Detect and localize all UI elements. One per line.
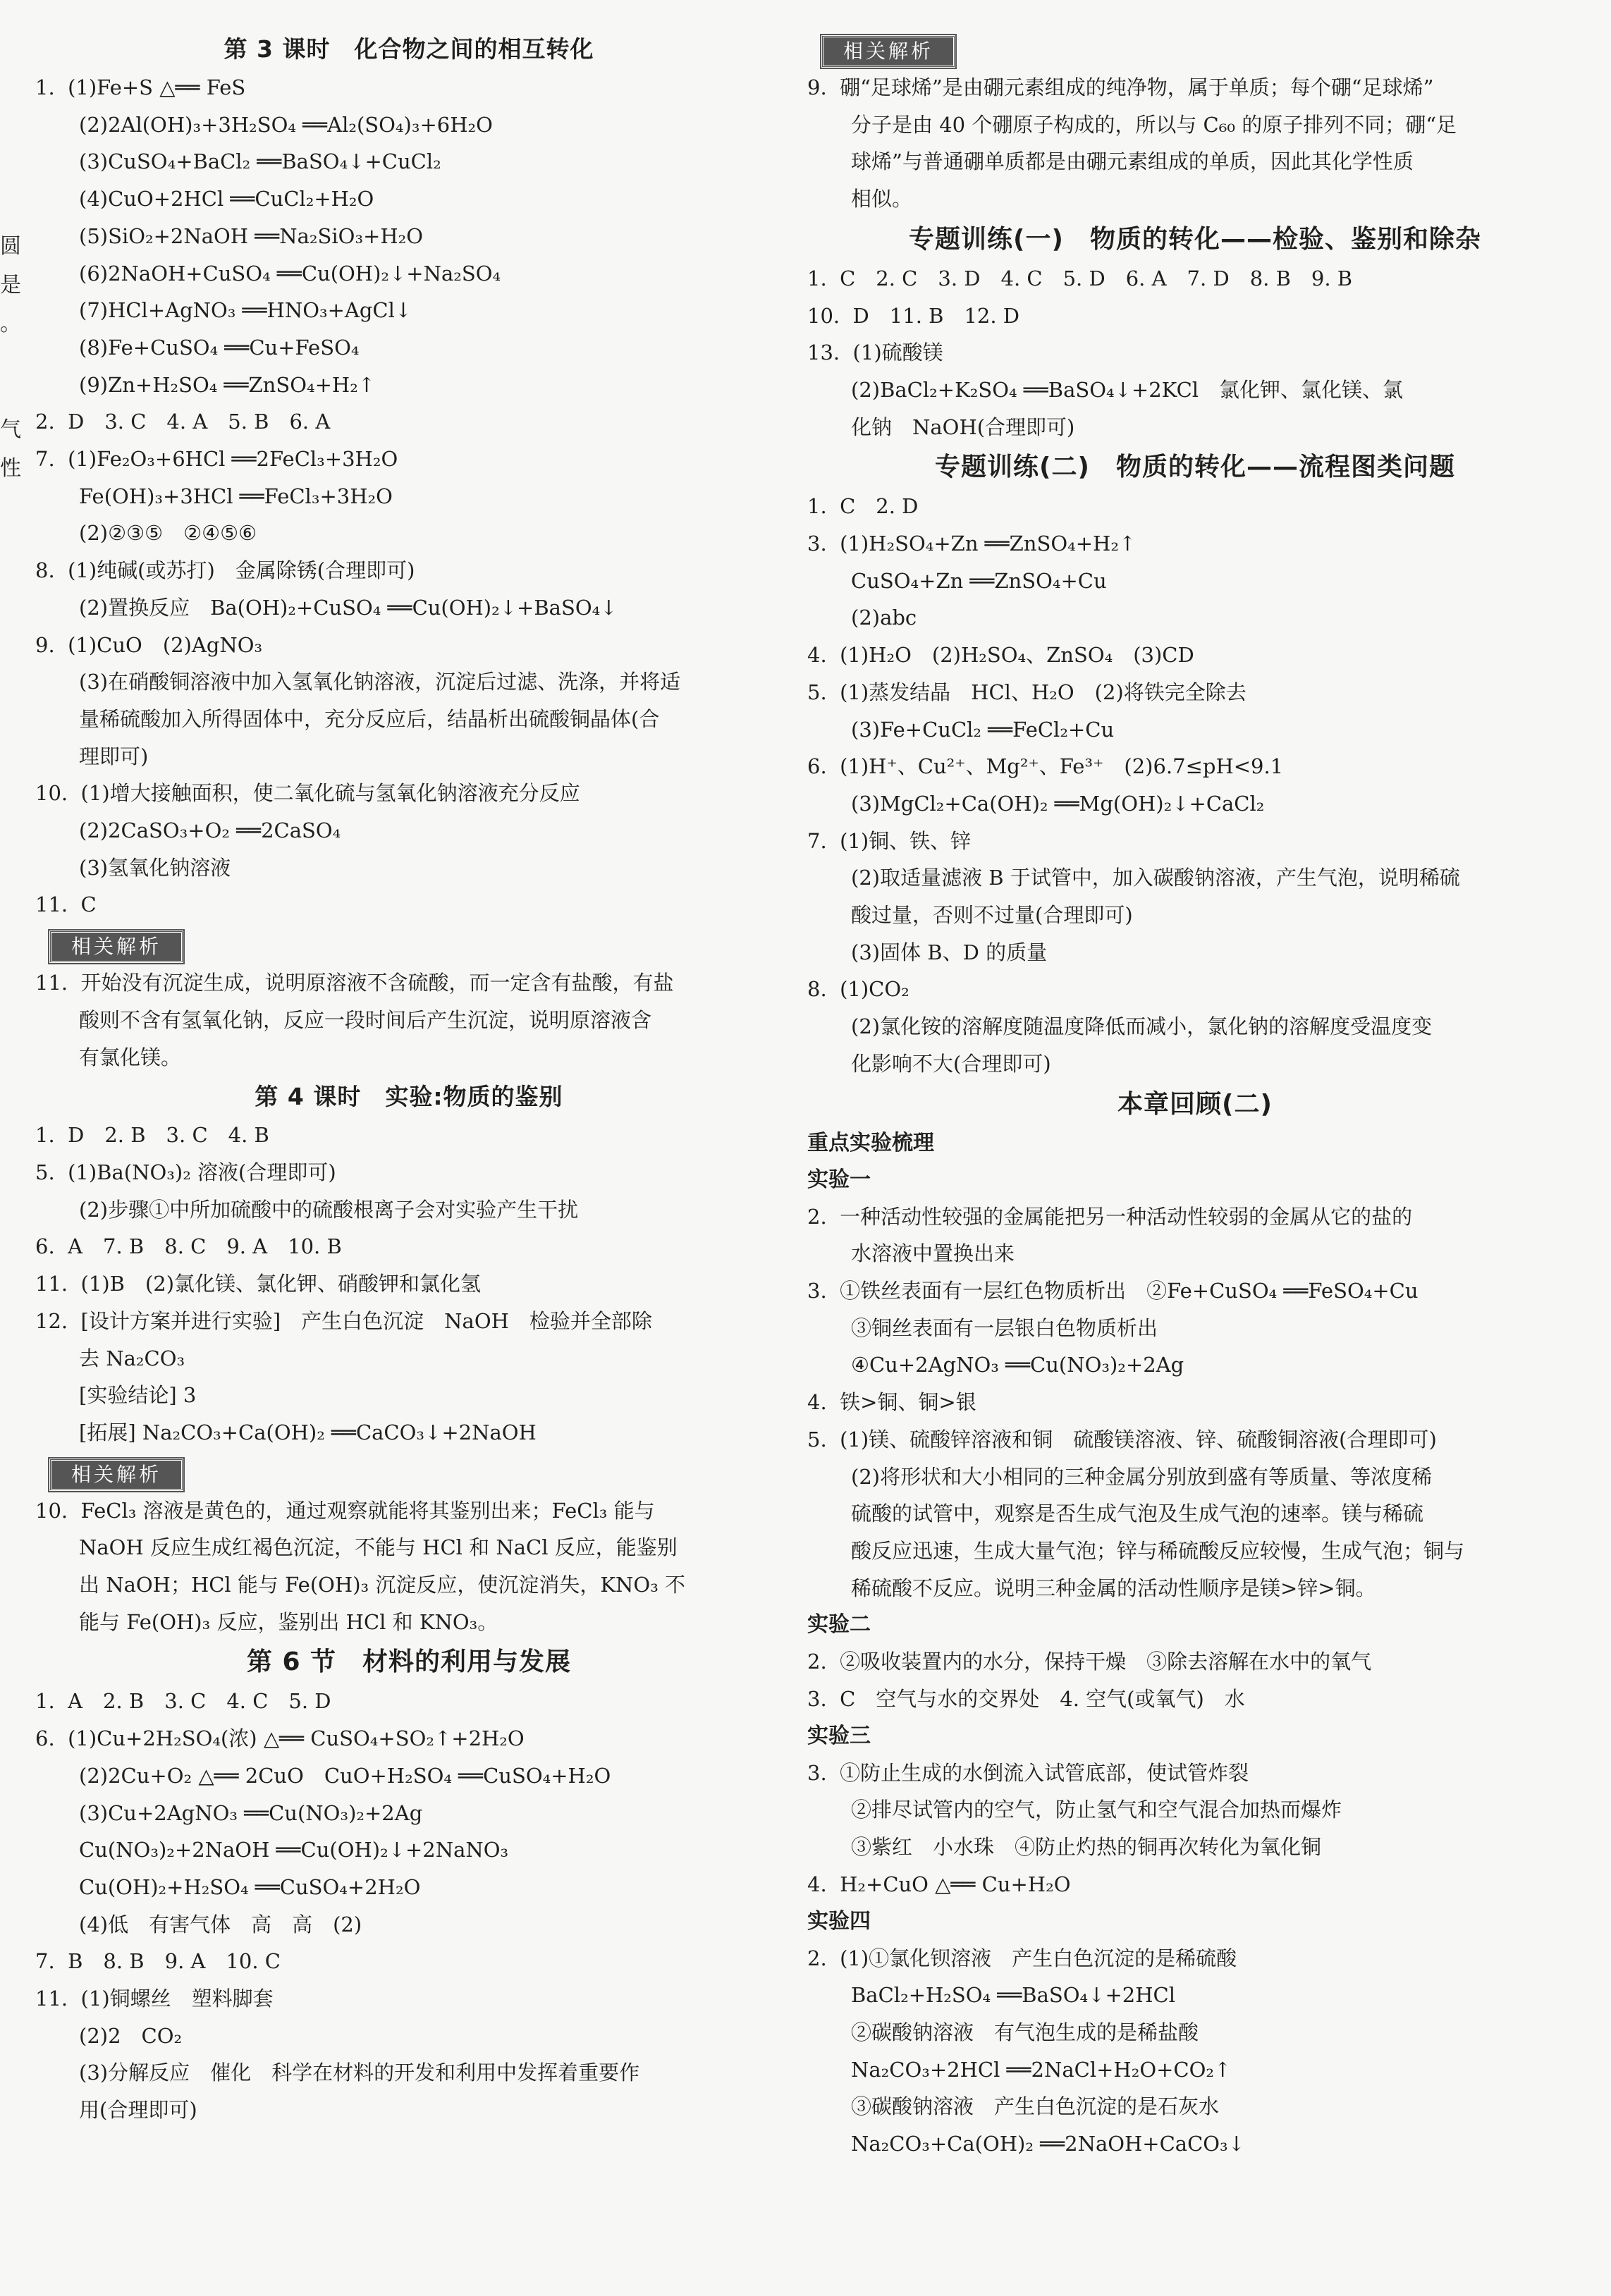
answer-line: (2)BaCl₂+K₂SO₄ ══BaSO₄↓+2KCl 氯化钾、氯化镁、氯: [851, 377, 1404, 402]
answer-line: CuSO₄+Zn ══ZnSO₄+Cu: [851, 568, 1107, 593]
answer-line: 相似。: [851, 187, 913, 211]
answer-line: (8)Fe+CuSO₄ ══Cu+FeSO₄: [79, 335, 360, 360]
answer-line: 4. 铁>铜、铜>银: [807, 1390, 976, 1415]
answer-line: 8. (1)纯碱(或苏打) 金属除锈(合理即可): [35, 558, 415, 583]
answer-line: 7. B 8. B 9. A 10. C: [35, 1949, 281, 1974]
answer-line: (9)Zn+H₂SO₄ ══ZnSO₄+H₂↑: [79, 372, 376, 397]
subsection-heading: 实验二: [807, 1612, 871, 1638]
answer-line: 7. (1)铜、铁、锌: [807, 828, 972, 853]
answer-line: 11. 开始没有沉淀生成，说明原溶液不含硫酸，而一定含有盐酸，有盐: [35, 971, 674, 995]
answer-line: 分子是由 40 个硼原子构成的，所以与 C₆₀ 的原子排列不同；硼“足: [851, 112, 1457, 137]
answer-line: 理即可): [79, 744, 149, 768]
answer-line: 10. FeCl₃ 溶液是黄色的，通过观察就能将其鉴别出来；FeCl₃ 能与: [35, 1498, 655, 1523]
answer-line: 5. (1)Ba(NO₃)₂ 溶液(合理即可): [35, 1160, 336, 1184]
section-heading: 第 3 课时 化合物之间的相互转化: [223, 35, 594, 63]
answer-line: ③碳酸钠溶液 产生白色沉淀的是石灰水: [851, 2094, 1220, 2119]
answer-line: 稀硫酸不反应。说明三种金属的活动性顺序是镁>锌>铜。: [851, 1576, 1376, 1600]
analysis-tag-row: [807, 28, 1583, 69]
answer-line: 酸过量，否则不过量(合理即可): [851, 903, 1133, 928]
answer-line: ③铜丝表面有一层银白色物质析出: [851, 1315, 1158, 1340]
answer-line: ③紫红 小水珠 ④防止灼热的铜再次转化为氧化铜: [851, 1835, 1322, 1860]
answer-line: (4)低 有害气体 高 高 (2): [79, 1912, 362, 1936]
answer-line: 能与 Fe(OH)₃ 反应，鉴别出 HCl 和 KNO₃。: [79, 1609, 498, 1634]
answer-line: (2)将形状和大小相同的三种金属分别放到盛有等质量、等浓度稀: [851, 1464, 1433, 1489]
answer-line: 硫酸的试管中，观察是否生成气泡及生成气泡的速率。镁与稀硫: [851, 1502, 1424, 1526]
answer-line: (2)2Cu+O₂ △══ 2CuO CuO+H₂SO₄ ══CuSO₄+H₂O: [79, 1763, 611, 1788]
section-heading: 第 4 课时 实验:物质的鉴别: [255, 1083, 563, 1111]
answer-line: 球烯”与普通硼单质都是由硼元素组成的单质，因此其化学性质: [851, 149, 1414, 174]
answer-line: 4. H₂+CuO △══ Cu+H₂O: [807, 1872, 1071, 1896]
answer-line: Na₂CO₃+2HCl ══2NaCl+H₂O+CO₂↑: [851, 2057, 1232, 2082]
answer-line: ④Cu+2AgNO₃ ══Cu(NO₃)₂+2Ag: [851, 1353, 1184, 1377]
answer-line: 酸则不含有氢氧化钠，反应一段时间后产生沉淀，说明原溶液含: [79, 1007, 652, 1032]
answer-line: 7. (1)Fe₂O₃+6HCl ══2FeCl₃+3H₂O: [35, 447, 398, 472]
answer-line: ②碳酸钠溶液 有气泡生成的是稀盐酸: [851, 2020, 1199, 2044]
answer-line: 3. ①防止生成的水倒流入试管底部，使试管炸裂: [807, 1760, 1249, 1785]
answer-line: 9. (1)CuO (2)AgNO₃: [35, 632, 263, 657]
answer-line: 10. (1)增大接触面积，使二氧化硫与氢氧化钠溶液充分反应: [35, 781, 580, 806]
answer-line: Na₂CO₃+Ca(OH)₂ ══2NaOH+CaCO₃↓: [851, 2132, 1245, 2156]
answer-line: 酸反应迅速，生成大量气泡；锌与稀硫酸反应较慢，生成气泡；铜与: [851, 1538, 1465, 1563]
right-column: [807, 28, 1583, 2163]
answer-line: (3)氢氧化钠溶液: [79, 855, 231, 880]
answer-line: ②排尽试管内的空气，防止氢气和空气混合加热而爆炸: [851, 1798, 1342, 1822]
margin-fragment: 。: [0, 312, 21, 336]
answer-line: 6. (1)H⁺、Cu²⁺、Mg²⁺、Fe³⁺ (2)6.7≤pH<9.1: [807, 754, 1284, 779]
answer-line: 1. C 2. C 3. D 4. C 5. D 6. A 7. D 8. B 9. B: [807, 266, 1353, 290]
analysis-tag-row: [35, 1451, 783, 1492]
answer-line: 化钠 NaOH(合理即可): [851, 415, 1075, 439]
margin-fragment: 圆: [0, 234, 21, 259]
answer-line: (3)固体 B、D 的质量: [851, 940, 1048, 964]
margin-fragment: 气: [0, 417, 21, 442]
answer-line: (3)在硝酸铜溶液中加入氢氧化钠溶液，沉淀后过滤、洗涤，并将适: [79, 670, 681, 694]
answer-line: 5. (1)蒸发结晶 HCl、H₂O (2)将铁完全除去: [807, 680, 1246, 704]
section-heading: 专题训练(一) 物质的转化——检验、鉴别和除杂: [909, 224, 1481, 254]
section-heading: 专题训练(二) 物质的转化——流程图类问题: [935, 453, 1455, 482]
analysis-tag: 相关解析: [49, 931, 183, 963]
answer-line: 3. ①铁丝表面有一层红色物质析出 ②Fe+CuSO₄ ══FeSO₄+Cu: [807, 1278, 1419, 1303]
answer-line: 6. (1)Cu+2H₂SO₄(浓) △══ CuSO₄+SO₂↑+2H₂O: [35, 1726, 525, 1751]
answer-line: 10. D 11. B 12. D: [807, 303, 1020, 328]
answer-line: (3)Fe+CuCl₂ ══FeCl₂+Cu: [851, 717, 1115, 742]
answer-line: Cu(OH)₂+H₂SO₄ ══CuSO₄+2H₂O: [79, 1874, 421, 1899]
answer-line: 1. C 2. D: [807, 494, 919, 519]
answer-line: (2)abc: [851, 606, 917, 630]
answer-line: 出 NaOH；HCl 能与 Fe(OH)₃ 沉淀反应，使沉淀消失，KNO₃ 不: [79, 1573, 686, 1597]
answer-line: 13. (1)硫酸镁: [807, 340, 943, 365]
analysis-tag: 相关解析: [49, 1459, 183, 1491]
answer-line: (2)2 CO₂: [79, 2023, 183, 2048]
answer-line: (2)②③⑤ ②④⑤⑥: [79, 521, 257, 546]
answer-line: (2)取适量滤液 B 于试管中，加入碳酸钠溶液，产生气泡，说明稀硫: [851, 866, 1460, 890]
answer-line: (7)HCl+AgNO₃ ══HNO₃+AgCl↓: [79, 298, 412, 323]
answer-line: 6. A 7. B 8. C 9. A 10. B: [35, 1234, 342, 1259]
answer-line: BaCl₂+H₂SO₄ ══BaSO₄↓+2HCl: [851, 1983, 1175, 2008]
margin-fragment: 是: [0, 273, 21, 297]
answer-line: (3)分解反应 催化 科学在材料的开发和利用中发挥着重要作: [79, 2061, 640, 2085]
answer-line: (3)MgCl₂+Ca(OH)₂ ══Mg(OH)₂↓+CaCl₂: [851, 791, 1265, 816]
section-heading: 本章回顾(二): [1117, 1089, 1273, 1119]
answer-line: 去 Na₂CO₃: [79, 1346, 185, 1370]
answer-line: 用(合理即可): [79, 2098, 197, 2123]
answer-line: 11. (1)铜螺丝 塑料脚套: [35, 1987, 274, 2011]
answer-line: 2. (1)①氯化钡溶液 产生白色沉淀的是稀硫酸: [807, 1946, 1237, 1970]
answer-line: 2. ②吸收装置内的水分，保持干燥 ③除去溶解在水中的氧气: [807, 1650, 1372, 1674]
answer-line: [实验结论] 3: [79, 1383, 197, 1408]
subsection-heading: 实验四: [807, 1908, 871, 1934]
answer-line: 9. 硼“足球烯”是由硼元素组成的纯净物，属于单质；每个硼“足球烯”: [807, 75, 1434, 99]
answer-line: 3. (1)H₂SO₄+Zn ══ZnSO₄+H₂↑: [807, 532, 1137, 556]
subsection-heading: 重点实验梳理: [807, 1130, 934, 1155]
analysis-tag-row: [35, 923, 783, 964]
subsection-heading: 实验三: [807, 1723, 871, 1748]
answer-line: 1. A 2. B 3. C 4. C 5. D: [35, 1689, 331, 1714]
left-column: [35, 28, 783, 2129]
answer-line: (2)步骤①中所加硫酸中的硫酸根离子会对实验产生干扰: [79, 1197, 579, 1222]
answer-line: 1. (1)Fe+S △══ FeS: [35, 75, 246, 99]
answer-line: (2)2CaSO₃+O₂ ══2CaSO₄: [79, 818, 341, 843]
answer-line: 量稀硫酸加入所得固体中，充分反应后，结晶析出硫酸铜晶体(合: [79, 706, 660, 731]
answer-line: 11. (1)B (2)氯化镁、氯化钾、硝酸钾和氯化氢: [35, 1272, 482, 1296]
answer-line: 2. D 3. C 4. A 5. B 6. A: [35, 410, 331, 434]
answer-line: [拓展] Na₂CO₃+Ca(OH)₂ ══CaCO₃↓+2NaOH: [79, 1420, 537, 1444]
answer-line: 化影响不大(合理即可): [851, 1051, 1051, 1076]
answer-line: 5. (1)镁、硫酸锌溶液和铜 硫酸镁溶液、锌、硫酸铜溶液(合理即可): [807, 1427, 1437, 1451]
answer-line: (2)置换反应 Ba(OH)₂+CuSO₄ ══Cu(OH)₂↓+BaSO₄↓: [79, 595, 618, 620]
answer-line: (4)CuO+2HCl ══CuCl₂+H₂O: [79, 187, 374, 211]
answer-line: 2. 一种活动性较强的金属能把另一种活动性较弱的金属从它的盐的: [807, 1204, 1413, 1229]
answer-line: 12. [设计方案并进行实验] 产生白色沉淀 NaOH 检验并全部除: [35, 1308, 652, 1333]
answer-line: (5)SiO₂+2NaOH ══Na₂SiO₃+H₂O: [79, 223, 424, 248]
subsection-heading: 实验一: [807, 1167, 871, 1192]
answer-line: (6)2NaOH+CuSO₄ ══Cu(OH)₂↓+Na₂SO₄: [79, 261, 501, 286]
answer-line: NaOH 反应生成红褐色沉淀，不能与 HCl 和 NaCl 反应，能鉴别: [79, 1535, 678, 1560]
answer-line: 有氯化镁。: [79, 1045, 182, 1069]
answer-line: 1. D 2. B 3. C 4. B: [35, 1123, 269, 1148]
answer-line: (2)氯化铵的溶解度随温度降低而减小，氯化钠的溶解度受温度变: [851, 1014, 1433, 1039]
answer-line: (3)CuSO₄+BaCl₂ ══BaSO₄↓+CuCl₂: [79, 149, 441, 174]
answer-line: (3)Cu+2AgNO₃ ══Cu(NO₃)₂+2Ag: [79, 1800, 423, 1825]
answer-line: 3. C 空气与水的交界处 4. 空气(或氧气) 水: [807, 1687, 1245, 1712]
answer-line: 8. (1)CO₂: [807, 977, 909, 1002]
analysis-tag: 相关解析: [821, 35, 955, 68]
answer-line: (2)2Al(OH)₃+3H₂SO₄ ══Al₂(SO₄)₃+6H₂O: [79, 112, 493, 137]
answer-line: 4. (1)H₂O (2)H₂SO₄、ZnSO₄ (3)CD: [807, 643, 1194, 668]
section-heading: 第 6 节 材料的利用与发展: [246, 1647, 572, 1677]
answer-line: 水溶液中置换出来: [851, 1241, 1015, 1266]
answer-line: 11. C: [35, 892, 97, 917]
answer-line: Cu(NO₃)₂+2NaOH ══Cu(OH)₂↓+2NaNO₃: [79, 1838, 509, 1862]
answer-line: Fe(OH)₃+3HCl ══FeCl₃+3H₂O: [79, 484, 393, 508]
margin-fragment: 性: [0, 456, 21, 481]
